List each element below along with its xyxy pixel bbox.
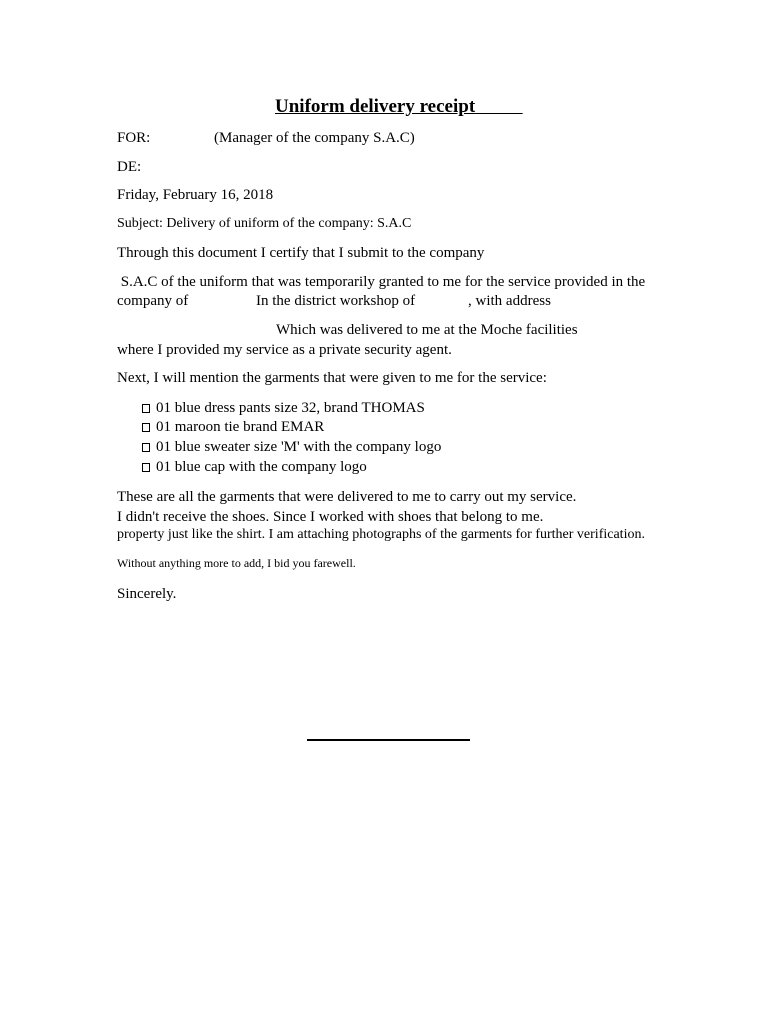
subject-line: Subject: Delivery of uniform of the company: S.A.C bbox=[117, 216, 412, 231]
signature-line bbox=[307, 739, 470, 741]
garment-item: 01 maroon tie brand EMAR bbox=[142, 420, 324, 435]
de-label: DE: bbox=[117, 159, 142, 175]
paragraph-2-line-1: S.A.C of the uniform that was temporarily granted to me for the service provided in the bbox=[117, 274, 646, 290]
for-value: (Manager of the company S.A.C) bbox=[214, 130, 415, 146]
paragraph-4-line-1: These are all the garments that were delivered to me to carry out my service. bbox=[117, 489, 577, 505]
paragraph-2-line-2a: company of bbox=[117, 293, 189, 309]
paragraph-1: Through this document I certify that I submit to the company bbox=[117, 245, 485, 261]
bullet-box-icon bbox=[142, 443, 150, 452]
garment-item: 01 blue sweater size 'M' with the company logo bbox=[142, 440, 441, 455]
garment-item: 01 blue cap with the company logo bbox=[142, 460, 367, 475]
closing: Sincerely. bbox=[117, 586, 177, 602]
paragraph-4-line-3: property just like the shirt. I am attaching photographs of the garments for further verification. bbox=[117, 527, 645, 542]
for-label: FOR: bbox=[117, 130, 151, 146]
paragraph-3: Next, I will mention the garments that were given to me for the service: bbox=[117, 370, 547, 386]
paragraph-5: Without anything more to add, I bid you farewell. bbox=[117, 556, 356, 570]
date: Friday, February 16, 2018 bbox=[117, 187, 274, 203]
bullet-box-icon bbox=[142, 423, 150, 432]
bullet-box-icon bbox=[142, 404, 150, 413]
bullet-box-icon bbox=[142, 463, 150, 472]
document-title: Uniform delivery receipt bbox=[275, 96, 476, 117]
paragraph-4-line-2: I didn't receive the shoes. Since I worked with shoes that belong to me. bbox=[117, 509, 544, 525]
garment-item: 01 blue dress pants size 32, brand THOMAS bbox=[142, 401, 425, 416]
paragraph-2-line-3: Which was delivered to me at the Moche facilities bbox=[276, 322, 578, 338]
paragraph-2-line-2b: In the district workshop of bbox=[256, 293, 416, 309]
paragraph-2-line-4: where I provided my service as a private security agent. bbox=[117, 342, 452, 358]
paragraph-2-line-2c: , with address bbox=[468, 293, 551, 309]
